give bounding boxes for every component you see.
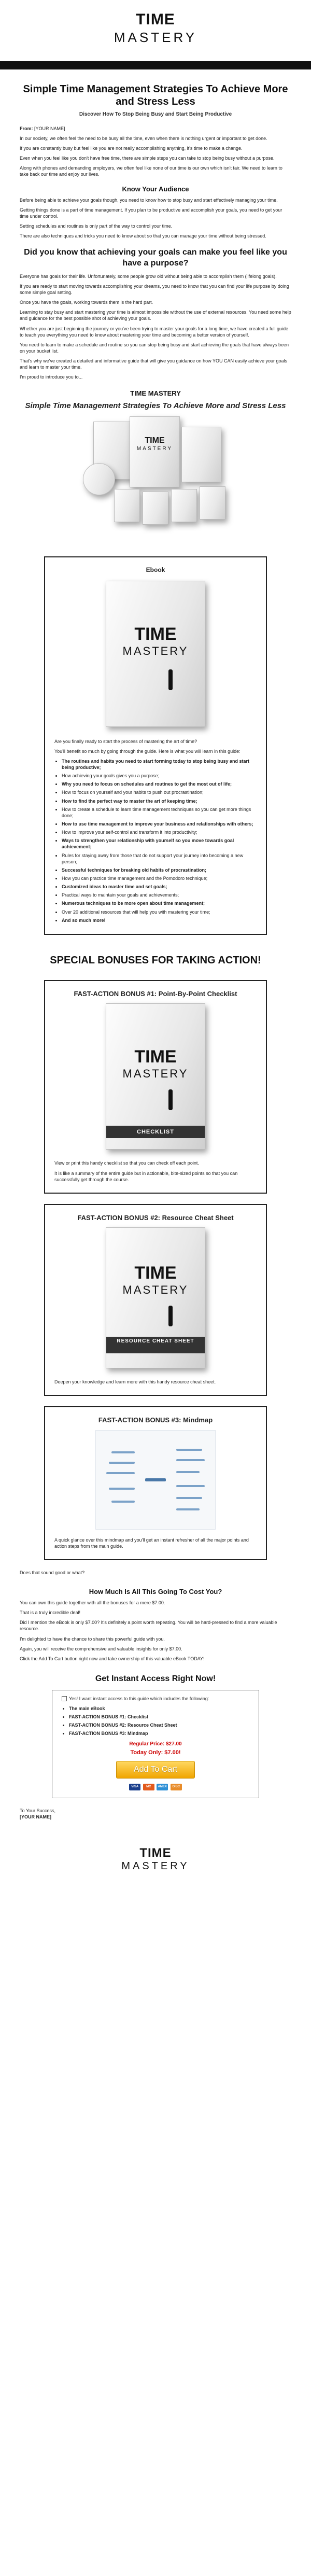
bundle-cover-line1: TIME <box>145 436 165 445</box>
page-subtitle: Discover How To Stop Being Busy and Start Being Productive <box>79 111 232 117</box>
bundle-small-1 <box>114 489 140 522</box>
list-item: • FAST-ACTION BONUS #1: Checklist <box>69 1714 249 1720</box>
product-tagline: Simple Time Management Strategies To Achieve More and Stress Less <box>25 401 286 411</box>
list-item: • Over 20 additional resources that will help you with mastering your time; <box>62 909 257 915</box>
bonus-3-text: A quick glance over this mindmap and you'll get an instant refresher of all the major points and action steps from the main guide. <box>54 1537 249 1549</box>
hero-paragraph: If you are constantly busy but feel like you are not really accomplishing anything, it's time to make a change. <box>20 145 243 151</box>
list-item: • How to create a schedule to learn time management techniques so you can get more things done; <box>62 806 257 819</box>
order-agree <box>62 1696 249 1702</box>
bundle-small-2 <box>143 492 168 525</box>
signoff-line2: [YOUR NAME] <box>20 1814 51 1819</box>
bundle-small-4 <box>200 486 225 520</box>
ebook-bullet-list <box>62 758 257 923</box>
bonus-1-text: It is like a summary of the entire guide but in actionable, bite-sized points so that you can successfully get through the course. <box>54 1170 238 1182</box>
agree-checkbox[interactable] <box>62 1696 67 1701</box>
from-label: From: <box>20 125 33 131</box>
order-box <box>52 1690 259 1798</box>
today-price: Today Only: $7.00! <box>130 1749 181 1756</box>
bonus-2-title: FAST-ACTION BONUS #2: Resource Cheat Sheet <box>77 1213 234 1222</box>
cost-paragraph: Again, you will receive the comprehensive and valuable insights for only $7.00. <box>20 1646 182 1651</box>
bundle-cd-disc <box>83 463 115 495</box>
pen-icon <box>168 1089 173 1110</box>
add-to-cart-button[interactable]: Add To Cart <box>116 1761 195 1779</box>
list-item: • Why you need to focus on schedules and routines to get the most out of life; <box>62 781 257 787</box>
discover-icon: DISC <box>171 1784 182 1790</box>
footer-logo <box>0 1845 311 1873</box>
list-item: • FAST-ACTION BONUS #2: Resource Cheat Sheet <box>69 1722 249 1728</box>
purpose-paragraph: That's why we've created a detailed and informative guide that will give you guidance on how YOU CAN easily achieve your goals and learn to master your time. <box>20 358 288 370</box>
logo-line1: TIME <box>136 11 175 28</box>
cheat-sheet-cover-line1: TIME <box>134 1263 177 1283</box>
cost-paragraph: You can own this guide together with all the bonuses for a mere $7.00. <box>20 1600 165 1605</box>
bonus-1-title: FAST-ACTION BONUS #1: Point-By-Point Checklist <box>74 989 237 998</box>
product-bundle-image <box>78 416 233 536</box>
purpose-paragraph: Everyone has goals for their life. Unfortunately, some people grow old without being able to accomplish them (lifelong goals). <box>20 273 277 279</box>
site-header <box>0 0 311 61</box>
order-title: Get Instant Access Right Now! <box>95 1674 216 1683</box>
cheat-sheet-banner: RESOURCE CHEAT SHEET <box>106 1337 205 1353</box>
bonus-3-title: FAST-ACTION BONUS #3: Mindmap <box>98 1416 213 1424</box>
audience-paragraph: Setting schedules and routines is only part of the way to control your time. <box>20 223 173 229</box>
cost-paragraph: I'm delighted to have the chance to share this powerful guide with you. <box>20 1636 165 1642</box>
bundle-cover-line2: MASTERY <box>136 446 173 452</box>
amex-icon: AMEX <box>157 1784 168 1790</box>
checklist-banner: CHECKLIST <box>106 1126 205 1138</box>
cheat-sheet-cover-line2: MASTERY <box>122 1283 189 1297</box>
hero-paragraph: Even when you feel like you don't have free time, there are simple steps you can take to stop being busy without a purpose. <box>20 155 275 161</box>
hero-paragraph: Along with phones and demanding employers, we often feel like none of our time is our own which isn't fair. We need to learn to take back our time and enjoy our lives. <box>20 165 282 177</box>
ebook-intro: Are you finally ready to start the process of mastering the art of time? <box>54 738 197 744</box>
audience-paragraph: Before being able to achieve your goals though, you need to know how to stop busy and start effectively managing your time. <box>20 197 278 203</box>
bundle-box-right <box>181 427 221 482</box>
list-item: • The main eBook <box>69 1705 249 1712</box>
list-item: • Numerous techniques to be more open about time management; <box>62 900 257 906</box>
from-line <box>20 125 291 132</box>
product-name: TIME MASTERY <box>130 389 181 397</box>
list-item: • How you can practice time management and the Pomodoro technique; <box>62 875 257 881</box>
signoff-line1: To Your Success, <box>20 1808 56 1813</box>
mindmap-node <box>176 1449 202 1451</box>
cost-paragraph: That is a truly incredible deal! <box>20 1610 81 1616</box>
mindmap-node <box>106 1472 135 1474</box>
purpose-paragraph: You need to learn to make a schedule and routine so you can stop being busy and start achieving the goals that have always been on your bucket list. <box>20 342 289 354</box>
list-item: • And so much more! <box>62 917 257 923</box>
order-items <box>69 1705 249 1737</box>
bundle-ebook-cover <box>130 416 180 487</box>
bonus-1-section <box>44 980 267 1194</box>
mindmap-node <box>109 1488 135 1490</box>
purpose-paragraph: Learning to stay busy and start mastering your time is almost impossible without the use of external resources. You need some help and guidance for the best possible shot of achieving your goals. <box>20 310 291 321</box>
mindmap-image <box>95 1430 216 1530</box>
mindmap-node <box>111 1451 135 1453</box>
footer-logo-line1: TIME <box>139 1845 172 1860</box>
mindmap-node <box>176 1508 200 1510</box>
visa-icon: VISA <box>129 1784 140 1790</box>
pen-icon <box>168 669 173 690</box>
mindmap-node <box>176 1459 205 1461</box>
mindmap-node <box>109 1462 135 1464</box>
mastercard-icon: MC <box>143 1784 154 1790</box>
content <box>0 83 311 1820</box>
order-agree-text: Yes! I want instant access to this guide which includes the following: <box>69 1696 209 1701</box>
cost-title: How Much Is All This Going To Cost You? <box>89 1588 222 1596</box>
ebook-cover-line1: TIME <box>134 624 177 644</box>
pen-icon <box>168 1306 173 1326</box>
ebook-section <box>44 556 267 934</box>
regular-price: Regular Price: $27.00 <box>129 1741 182 1747</box>
checklist-cover <box>106 1003 205 1150</box>
list-item: • How to use time management to improve your business and relationships with others; <box>62 821 257 827</box>
list-item: • Practical ways to maintain your goals and achievements; <box>62 892 257 898</box>
footer-logo-line2: MASTERY <box>121 1860 190 1872</box>
mindmap-node <box>176 1497 202 1499</box>
list-item: • FAST-ACTION BONUS #3: Mindmap <box>69 1730 249 1737</box>
purpose-paragraph: Once you have the goals, working towards them is the hard part. <box>20 300 153 305</box>
purpose-paragraph: I'm proud to introduce you to... <box>20 374 83 380</box>
audience-paragraph: There are also techniques and tricks you need to know about so that you can manage your time without being stressed. <box>20 233 266 239</box>
audience-paragraph: Getting things done is a part of time management. If you plan to be productive and accomplish your goals, you need to get your time under control. <box>20 207 282 219</box>
checklist-cover-line1: TIME <box>134 1047 177 1067</box>
from-name: [YOUR NAME] <box>34 125 65 131</box>
audience-title: Know Your Audience <box>122 185 189 193</box>
purpose-paragraph: Whether you are just beginning the journey or you've been trying to master your goals for a long time, we have created a full guide to teach you everything you need to know about mastering your time and becoming a better version of yourself. <box>20 326 289 338</box>
list-item: • The routines and habits you need to start forming today to stop being busy and start being productive; <box>62 758 257 771</box>
bonus-3-section <box>44 1406 267 1560</box>
bonus-1-text: View or print this handy checklist so that you can check off each point. <box>54 1160 199 1166</box>
ebook-intro: You'll benefit so much by going through the guide. Here is what you will learn in this guide: <box>54 748 241 754</box>
ebook-cover <box>106 581 205 727</box>
list-item: • How to find the perfect way to master the art of keeping time; <box>62 798 257 804</box>
ebook-cover-line2: MASTERY <box>122 644 189 657</box>
bonus-2-section <box>44 1204 267 1396</box>
bonuses-title: SPECIAL BONUSES FOR TAKING ACTION! <box>50 954 261 966</box>
list-item: • How to focus on yourself and your habits to push out procrastination; <box>62 789 257 795</box>
purpose-title: Did you know that achieving your goals can make you feel like you have a purpose? <box>24 247 287 268</box>
list-item: • Successful techniques for breaking old habits of procrastination; <box>62 867 257 873</box>
list-item: • Customized ideas to master time and set goals; <box>62 884 257 890</box>
page-title: Simple Time Management Strategies To Achieve More and Stress Less <box>23 83 288 107</box>
bonus-closing: Does that sound good or what? <box>20 1570 85 1576</box>
list-item: • How to improve your self-control and transform it into productivity; <box>62 829 257 835</box>
cost-paragraph: Click the Add To Cart button right now and take ownership of this valuable eBook TODAY! <box>20 1656 205 1661</box>
mindmap-node <box>176 1471 200 1473</box>
header-divider-bar <box>0 61 311 69</box>
cheat-sheet-cover <box>106 1227 205 1368</box>
purpose-paragraph: If you are ready to start moving towards accomplishing your dreams, you need to know that you can find your life purpose by doing some simple goal setting. <box>20 283 289 296</box>
cost-paragraph: Did I mention the eBook is only $7.00? It's definitely a point worth repeating. You will be hard-pressed to find a more valuable resource. <box>20 1620 277 1632</box>
logo-line2: MASTERY <box>114 29 197 45</box>
list-item: • How achieving your goals gives you a purpose; <box>62 773 257 779</box>
mindmap-node <box>176 1485 205 1487</box>
checklist-cover-line2: MASTERY <box>122 1067 189 1081</box>
list-item: • Rules for staying away from those that do not support your journey into becoming a new person; <box>62 852 257 865</box>
mindmap-node <box>145 1478 166 1481</box>
hero-paragraph: In our society, we often feel the need to be busy all the time, even when there is nothing urgent or important to get done. <box>20 135 267 141</box>
list-item: • Ways to strengthen your relationship with yourself so you move towards goal achievement; <box>62 837 257 850</box>
ebook-label: Ebook <box>146 566 165 574</box>
bonus-2-text: Deepen your knowledge and learn more with this handy resource cheat sheet. <box>54 1379 216 1385</box>
mindmap-node <box>111 1501 135 1503</box>
bundle-small-3 <box>171 489 197 522</box>
payment-cards <box>62 1783 249 1790</box>
